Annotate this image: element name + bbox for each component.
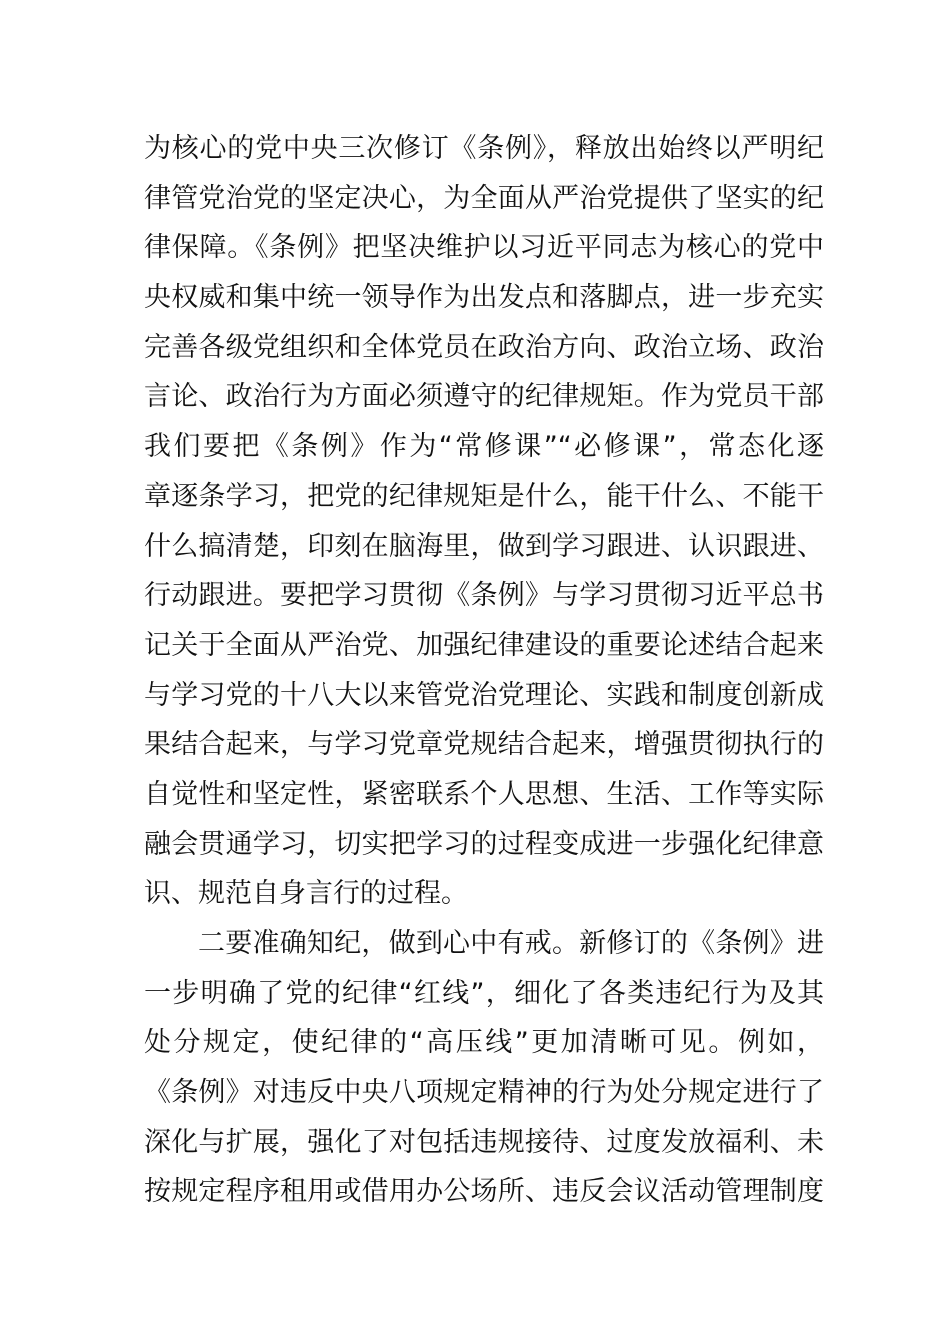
text-line: 果结合起来，与学习党章党规结合起来，增强贯彻执行的: [144, 729, 824, 761]
paragraph-start-line: 二要准确知纪，做到心中有戒。新修订的《条例》进: [198, 928, 824, 959]
text-line: 深化与扩展，强化了对包括违规接待、过度发放福利、未: [144, 1126, 824, 1158]
text-line: 律管党治党的坚定决心，为全面从严治党提供了坚实的纪: [144, 182, 824, 214]
text-line: 按规定程序租用或借用办公场所、违反会议活动管理制度: [144, 1176, 824, 1208]
text-line: 言论、政治行为方面必须遵守的纪律规矩。作为党员干部: [144, 381, 824, 413]
text-line: 一步明确了党的纪律“红线”，细化了各类违纪行为及其: [144, 977, 824, 1009]
text-line: 我们要把《条例》作为“常修课”“必修课”，常态化逐: [144, 431, 824, 463]
text-line: 《条例》对违反中央八项规定精神的行为处分规定进行了: [144, 1077, 824, 1109]
text-line: 为核心的党中央三次修订《条例》，释放出始终以严明纪: [144, 133, 824, 164]
text-line: 处分规定，使纪律的“高压线”更加清晰可见。例如，: [144, 1027, 824, 1059]
text-line: 章逐条学习，把党的纪律规矩是什么，能干什么、不能干: [144, 480, 824, 512]
body-text: [144, 124, 824, 1217]
text-line: 完善各级党组织和全体党员在政治方向、政治立场、政治: [144, 331, 824, 363]
text-line: 行动跟进。要把学习贯彻《条例》与学习贯彻习近平总书: [144, 580, 824, 612]
text-line: 记关于全面从严治党、加强纪律建设的重要论述结合起来: [144, 629, 824, 661]
text-line: 律保障。《条例》把坚决维护以习近平同志为核心的党中: [144, 232, 824, 264]
text-line: 央权威和集中统一领导作为出发点和落脚点，进一步充实: [144, 282, 824, 314]
text-line: 自觉性和坚定性，紧密联系个人思想、生活、工作等实际: [144, 778, 824, 810]
text-line: 融会贯通学习，切实把学习的过程变成进一步强化纪律意: [144, 828, 824, 860]
text-line: 什么搞清楚，印刻在脑海里，做到学习跟进、认识跟进、: [144, 530, 824, 562]
paragraph-end-line: 识、规范自身言行的过程。: [144, 878, 468, 910]
text-line: 与学习党的十八大以来管党治党理论、实践和制度创新成: [144, 679, 824, 711]
